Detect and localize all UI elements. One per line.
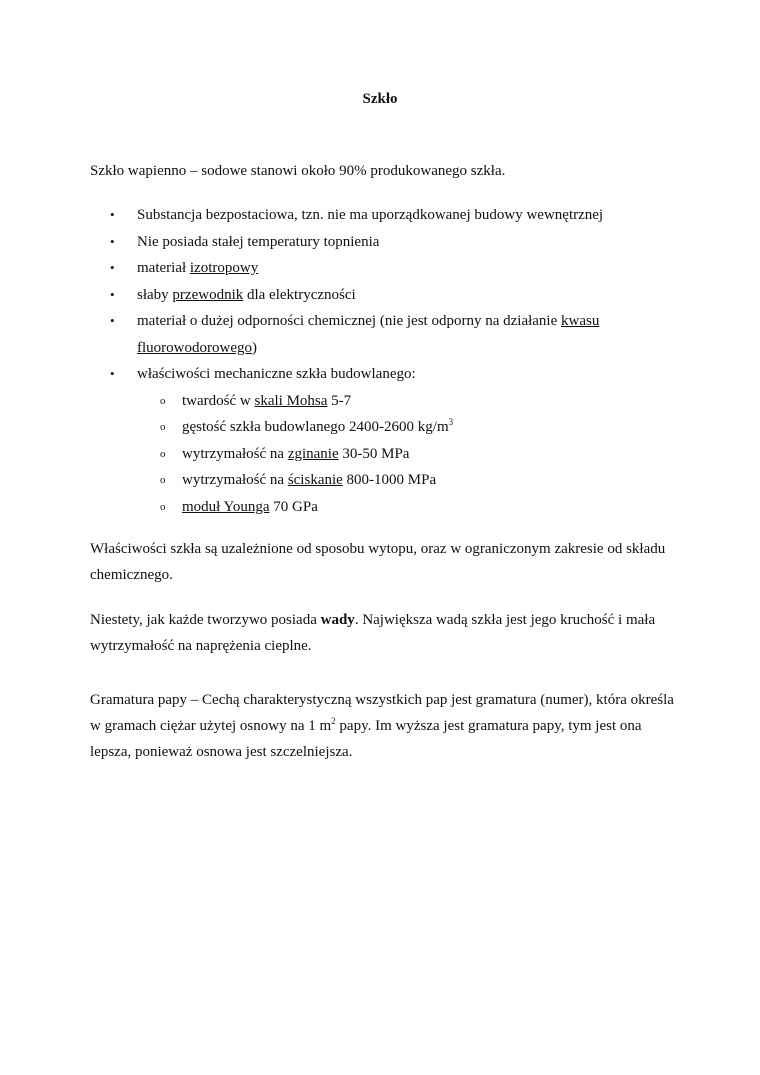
sub-list-item xyxy=(90,414,690,441)
list-item xyxy=(90,282,690,309)
list-item xyxy=(90,255,690,282)
bullet-icon: • xyxy=(110,233,115,249)
list-item-text: właściwości mechaniczne szkła budowlanego: xyxy=(137,366,416,382)
sub-item-text: 70 GPa xyxy=(269,498,318,515)
link-sciskanie[interactable]: ściskanie xyxy=(287,472,343,488)
superscript: 3 xyxy=(448,417,454,427)
page-title: Szkło xyxy=(362,91,398,107)
sub-item-text: gęstość szkła budowlanego 2400-2600 kg/m xyxy=(182,419,449,435)
list-item-text: dla elektryczności xyxy=(243,286,356,303)
sub-item-text: wytrzymałość na xyxy=(182,472,288,488)
sub-item-text: wytrzymałość na xyxy=(182,445,288,462)
link-izotropowy[interactable]: izotropowy xyxy=(189,260,259,276)
bullet-icon: • xyxy=(110,286,115,302)
sub-bullet-icon: o xyxy=(160,474,166,486)
intro-paragraph: Szkło wapienno – sodowe stanowi około 90% produkowanego szkła. xyxy=(90,163,506,179)
sub-item-text: 800-1000 MPa xyxy=(342,472,437,488)
properties-dependency-paragraph: Właściwości szkła są uzależnione od sposobu wytopu, oraz w ograniczonym zakresie od składu chemicznego. xyxy=(90,541,666,583)
sub-bullet-icon: o xyxy=(160,394,166,407)
bullet-icon: • xyxy=(110,260,115,275)
paragraph-text: papy. Im wyższa jest gramatura papy, tym jest ona lepsza, ponieważ osnowa jest szczelniejsza. xyxy=(90,718,642,760)
sub-item-text: twardość w xyxy=(182,392,255,409)
superscript: 2 xyxy=(331,716,336,726)
defects-paragraph xyxy=(90,607,680,659)
properties-list xyxy=(90,202,690,520)
sub-bullet-icon: o xyxy=(160,421,166,433)
list-item xyxy=(90,229,690,256)
bullet-icon: • xyxy=(110,366,115,381)
list-item-text: słaby xyxy=(137,286,173,303)
bold-text: wady xyxy=(320,612,355,628)
sub-item-text: 30-50 MPa xyxy=(338,445,410,462)
link-skali-mohsa[interactable]: skali Mohsa xyxy=(254,392,328,409)
sub-list-item xyxy=(90,494,690,521)
list-item-text: Substancja bezpostaciowa, tzn. nie ma uporządkowanej budowy wewnętrznej xyxy=(137,207,604,223)
link-zginanie[interactable]: zginanie xyxy=(287,445,339,462)
sub-list-item xyxy=(90,441,690,468)
paragraph-text: . Największa wadą szkła jest jego kruchość i mała wytrzymałość na naprężenia cieplne. xyxy=(90,612,656,654)
sub-item-text: 5-7 xyxy=(327,392,352,409)
sub-bullet-icon: o xyxy=(160,447,166,460)
list-item xyxy=(90,361,690,520)
sub-list-item xyxy=(90,467,690,494)
link-kwasu-fluorowodorowego[interactable]: kwasu fluorowodorowego xyxy=(137,313,600,356)
paragraph-text: Gramatura papy – Cechą charakterystyczną wszystkich pap jest gramatura (numer), która określa w gramach ciężar użytej osnowy na 1 m xyxy=(90,692,674,734)
list-item xyxy=(90,202,690,229)
bullet-icon: • xyxy=(110,207,115,222)
link-przewodnik[interactable]: przewodnik xyxy=(172,286,244,303)
list-item-text: materiał xyxy=(137,260,190,276)
list-item xyxy=(90,308,690,361)
list-item-text: Nie posiada stałej temperatury topnienia xyxy=(137,233,380,250)
bullet-icon: • xyxy=(110,313,115,328)
paragraph-text: Niestety, jak każde tworzywo posiada xyxy=(90,612,321,628)
link-modul-younga[interactable]: moduł Younga xyxy=(182,498,270,515)
list-item-text: materiał o dużej odporności chemicznej (nie jest odporny na działanie xyxy=(137,313,562,329)
sub-list-item xyxy=(90,388,690,415)
list-item-text: ) xyxy=(251,339,257,356)
mechanical-properties-list xyxy=(137,388,690,521)
gramatura-paragraph xyxy=(90,687,680,765)
sub-bullet-icon: o xyxy=(160,500,166,513)
